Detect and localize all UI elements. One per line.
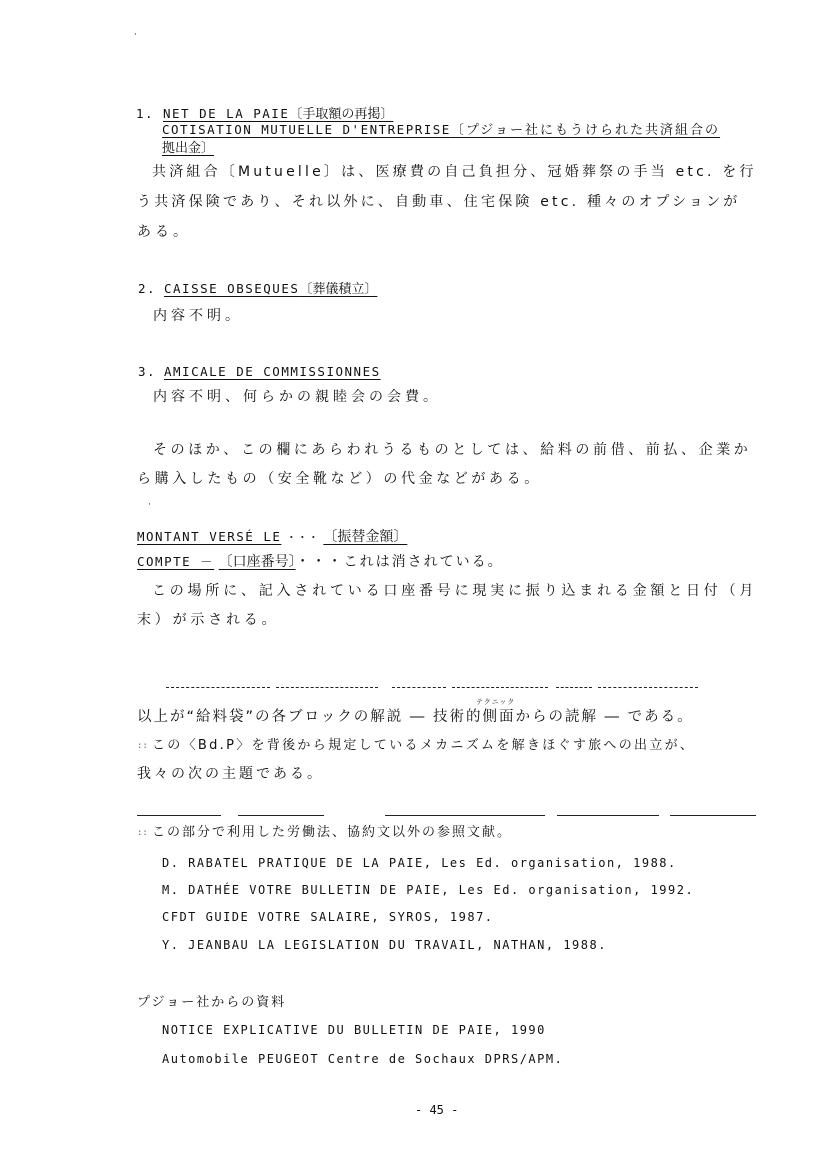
separator-segment <box>166 687 270 688</box>
explain-2: 末）が示される。 <box>137 612 280 628</box>
separator-segment <box>276 687 378 688</box>
peugeot-heading: プジョー社からの資料 <box>137 995 287 1010</box>
montant-jp: 〔振替金額〕 <box>323 529 408 545</box>
scan-speck: · <box>134 30 137 40</box>
other-para-2: ら購入したもの（安全靴など）の代金などがある。 <box>137 471 542 487</box>
section2-body: 内容不明。 <box>153 308 243 324</box>
section1-body-1: 共済組合〔Mutuelle〕は、医療費の自己負担分、冠婚葬祭の手当 etc. を行 <box>152 164 757 180</box>
section1-subtitle: COTISATION MUTUELLE D'ENTREPRISE <box>162 122 451 137</box>
section3-number: 3. <box>138 364 157 379</box>
conclusion-2: この〈Bd.P〉を背後から規定しているメカニズムを解きほぐす旅への出立が、 <box>151 738 696 753</box>
conclusion-mark: :: <box>137 741 148 751</box>
reference-4: Y. JEANBAU LA LEGISLATION DU TRAVAIL, NATHAN, 1988. <box>162 938 607 952</box>
footnote-intro: この部分で利用した労働法、協約文以外の参照文献。 <box>151 825 512 840</box>
peugeot-item-2: Automobile PEUGEOT Centre de Sochaux DPRS/APM. <box>162 1052 564 1066</box>
section1-title-jp: 〔手取額の再掲〕 <box>289 107 394 122</box>
montant-label: MONTANT VERSÉ LE <box>137 529 282 544</box>
compte-label: COMPTE － <box>137 554 215 569</box>
separator-segment <box>392 687 446 688</box>
compte-row <box>137 552 504 572</box>
conclusion-line-3: 我々の次の主題である。 <box>137 766 324 782</box>
section3-body: 内容不明、何らかの親睦会の会費。 <box>153 389 441 405</box>
separator-segment <box>452 687 548 688</box>
footnote-rule <box>137 815 221 816</box>
separator-segment <box>556 687 592 688</box>
section2-title-jp: 〔葬儀積立〕 <box>299 282 378 297</box>
explain-1: この場所に、記入されている口座番号に現実に振り込まれる金額と日付（月 <box>152 583 758 599</box>
section2-number: 2. <box>138 281 157 296</box>
footnote-rule <box>238 815 324 816</box>
montant-row <box>137 527 407 548</box>
section1-title: NET DE LA PAIE <box>163 106 290 121</box>
separator-segment <box>598 687 698 688</box>
peugeot-item-1: NOTICE EXPLICATIVE DU BULLETIN DE PAIE, 1990 <box>162 1023 546 1037</box>
reference-2: M. DATHÉE VOTRE BULLETIN DE PAIE, Les Ed. organisation, 1992. <box>162 883 695 897</box>
section1-body-2: う共済保険であり、それ以外に、自動車、住宅保険 etc. 種々のオプションが <box>137 194 741 210</box>
other-para-1: そのほか、この欄にあらわれうるものとしては、給料の前借、前払、企業か <box>153 442 752 458</box>
compte-jp: 〔口座番号〕 <box>218 554 296 570</box>
conclusion-1b: 技術 <box>432 709 466 725</box>
footnote-rule <box>557 815 659 816</box>
footnote-rule <box>670 815 756 816</box>
scan-speck: · <box>148 500 151 510</box>
conclusion-1c: 的側面からの読解 ― である。 <box>465 709 694 725</box>
footnote-rule <box>385 815 545 816</box>
reference-3: CFDT GUIDE VOTRE SALAIRE, SYROS, 1987. <box>162 910 494 924</box>
conclusion-line-2 <box>137 736 695 756</box>
section1-subtitle-row <box>162 120 720 141</box>
footnote-mark: :: <box>137 828 148 838</box>
conclusion-line-1 <box>137 707 694 727</box>
compte-note: ・・・これは消されている。 <box>295 554 504 570</box>
section1-subtitle-jp-1: 〔プジョー社にもうけられた共済組合の <box>450 123 721 138</box>
section1-subtitle-jp-2: 拠出金〕 <box>162 141 215 156</box>
section1-body-3: ある。 <box>137 224 191 240</box>
montant-dots: ・・・ <box>285 531 319 544</box>
footnote-intro-row <box>137 823 512 843</box>
section2-title: CAISSE OBSEQUES <box>164 281 300 296</box>
reference-1: D. RABATEL PRATIQUE DE LA PAIE, Les Ed. organisation, 1988. <box>162 856 677 870</box>
technique-ruby: テクニック <box>476 698 516 706</box>
page-number: - 45 - <box>415 1103 459 1117</box>
section3-title: AMICALE DE COMMISSIONNES <box>164 364 381 379</box>
section2-title-row <box>164 279 377 300</box>
conclusion-1a: 以上が“給料袋”の各ブロックの解説 ― <box>137 709 433 725</box>
section1-number: 1. <box>136 106 155 121</box>
